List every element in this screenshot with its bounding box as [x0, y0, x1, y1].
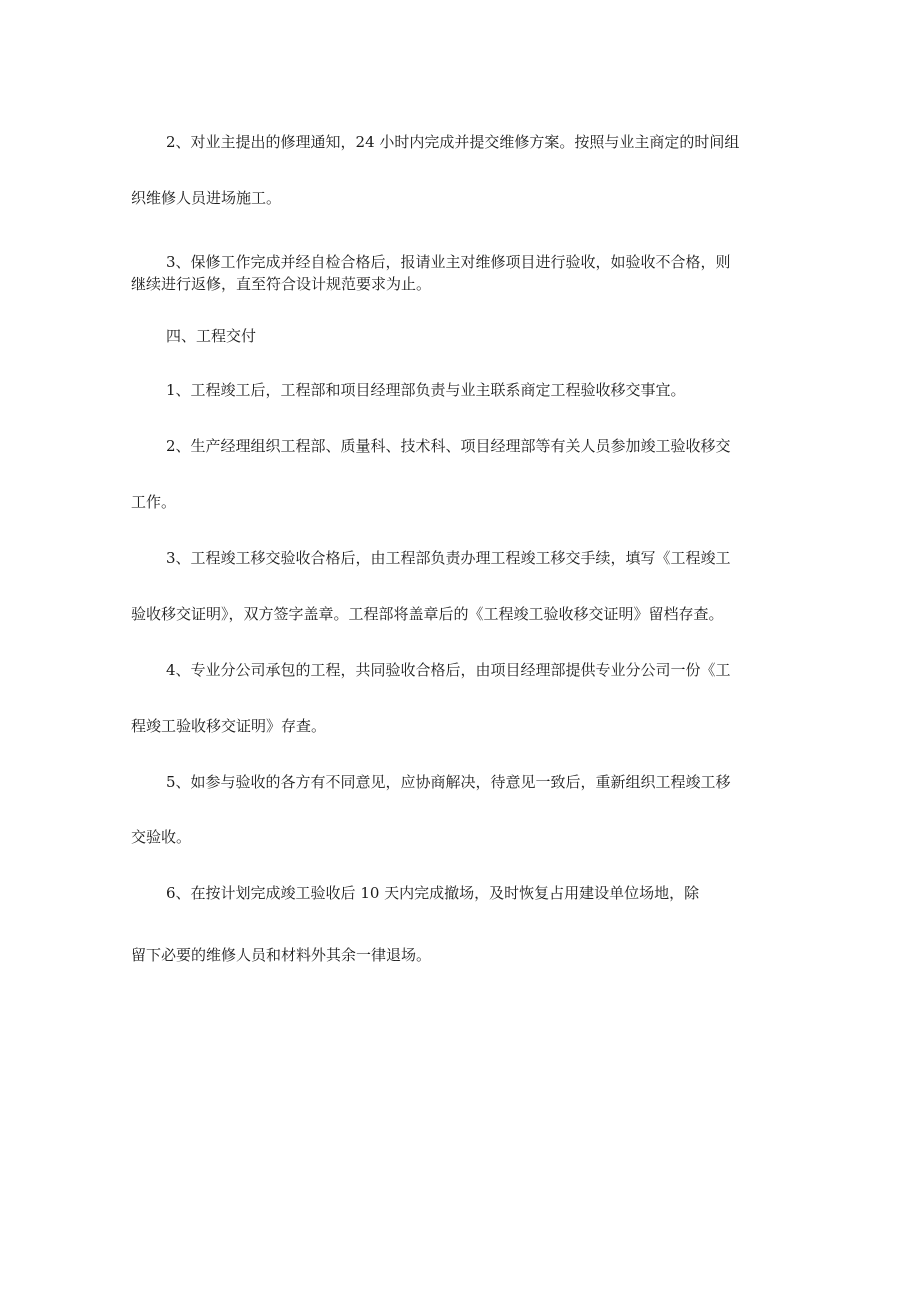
paragraph-line: 交验收。 — [131, 828, 192, 846]
paragraph-line: 验收移交证明》，双方签字盖章。工程部将盖章后的《工程竣工验收移交证明》留档存查。 — [131, 605, 724, 623]
paragraph-line: 留下必要的维修人员和材料外其余一律退场。 — [131, 946, 432, 964]
section-heading: 四、工程交付 — [166, 327, 257, 345]
paragraph-line: 6、在按计划完成竣工验收后 10 天内完成撤场，及时恢复占用建设单位场地，除 — [166, 884, 700, 902]
paragraph-line: 2、生产经理组织工程部、质量科、技术科、项目经理部等有关人员参加竣工验收移交 — [166, 437, 731, 455]
paragraph-line: 工作。 — [131, 493, 177, 511]
paragraph-line: 织维修人员进场施工。 — [131, 189, 282, 207]
paragraph-line: 4、专业分公司承包的工程，共同验收合格后，由项目经理部提供专业分公司一份《工 — [166, 661, 731, 679]
paragraph-line: 5、如参与验收的各方有不同意见，应协商解决，待意见一致后，重新组织工程竣工移 — [166, 773, 731, 791]
paragraph-line: 2、对业主提出的修理通知，24 小时内完成并提交维修方案。按照与业主商定的时间组 — [166, 133, 740, 151]
paragraph-line: 继续进行返修，直至符合设计规范要求为止。 — [131, 275, 432, 293]
paragraph-line: 程竣工验收移交证明》存查。 — [131, 717, 327, 735]
paragraph-line: 3、工程竣工移交验收合格后，由工程部负责办理工程竣工移交手续，填写《工程竣工 — [166, 549, 731, 567]
paragraph-line: 3、保修工作完成并经自检合格后，报请业主对维修项目进行验收，如验收不合格，则 — [166, 253, 731, 271]
paragraph-line: 1、工程竣工后，工程部和项目经理部负责与业主联系商定工程验收移交事宜。 — [166, 381, 686, 399]
